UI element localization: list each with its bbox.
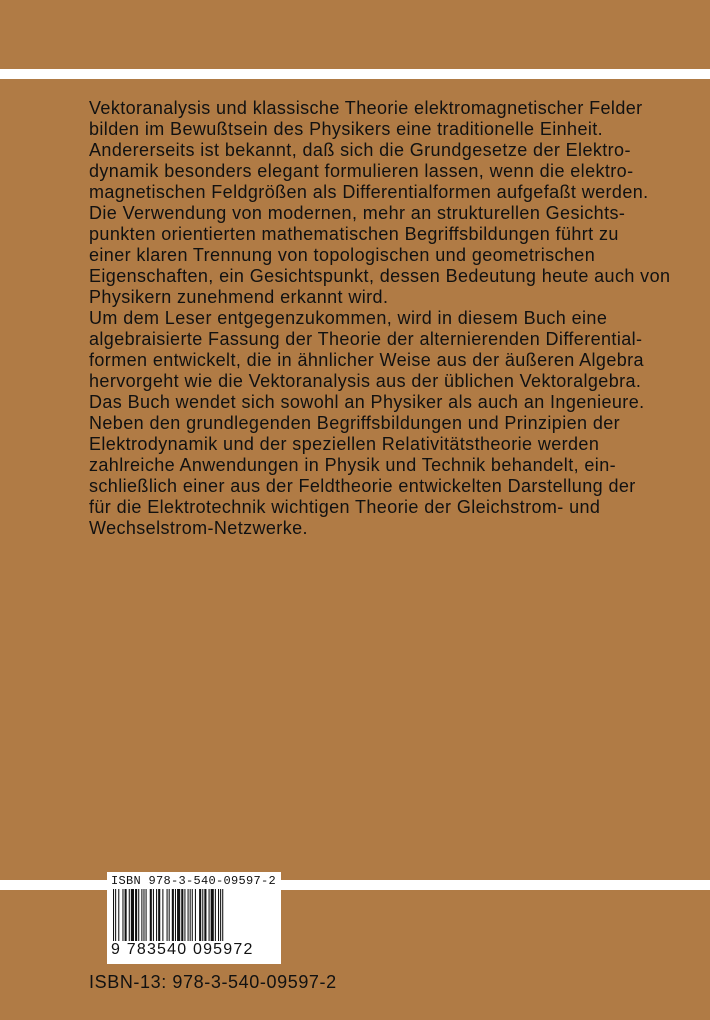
barcode-bar xyxy=(115,889,116,941)
blurb-line: Vektoranalysis und klassische Theorie elektromagnetischer Felder xyxy=(89,98,643,118)
barcode-bar xyxy=(184,889,185,941)
barcode-bar xyxy=(181,889,183,941)
blurb-line: zahlreiche Anwendungen in Physik und Technik behandelt, ein- xyxy=(89,455,617,475)
barcode-bar xyxy=(131,889,134,941)
blurb-line: für die Elektrotechnik wichtigen Theorie der Gleichstrom- und xyxy=(89,497,601,517)
blurb-line: Wechselstrom-Netzwerke. xyxy=(89,518,308,538)
barcode-bar xyxy=(162,889,163,941)
barcode-bar xyxy=(199,889,201,941)
blurb-line: bilden im Bewußtsein des Physikers eine traditionelle Einheit. xyxy=(89,119,604,139)
barcode-bar xyxy=(192,889,193,941)
barcode-bar xyxy=(175,889,176,941)
barcode-bar xyxy=(195,889,196,941)
back-cover-blurb xyxy=(89,98,671,539)
barcode-bar xyxy=(211,889,214,941)
barcode-bar xyxy=(220,889,221,941)
barcode-bar xyxy=(167,889,168,941)
isbn-13: ISBN-13: 978-3-540-09597-2 xyxy=(89,972,337,992)
blurb-line: Neben den grundlegenden Begriffsbildungen und Prinzipien der xyxy=(89,413,621,433)
barcode-bar xyxy=(202,889,203,941)
blurb-line: algebraisierte Fassung der Theorie der alternierenden Differential- xyxy=(89,329,643,349)
barcode-bar xyxy=(122,889,123,941)
blurb-line: Das Buch wendet sich sowohl an Physiker als auch an Ingenieure. xyxy=(89,392,645,412)
blurb-line: Elektrodynamik und der speziellen Relativitätstheorie werden xyxy=(89,434,600,454)
blurb-line: punkten orientierten mathematischen Begriffsbildungen führt zu xyxy=(89,224,619,244)
blurb-line: schließlich einer aus der Feldtheorie entwickelten Darstellung der xyxy=(89,476,636,496)
barcode-bar xyxy=(143,889,144,941)
barcode-bar xyxy=(177,889,180,941)
barcode-bar xyxy=(222,889,223,941)
barcode-bar xyxy=(113,889,114,941)
barcode-bar xyxy=(209,889,210,941)
blurb-line: einer klaren Trennung von topologischen und geometrischen xyxy=(89,245,596,265)
barcode-bar xyxy=(153,889,154,941)
barcode-ean-digits: 9 783540 095972 xyxy=(111,941,254,958)
barcode-bar xyxy=(150,889,152,941)
barcode-bar xyxy=(141,889,142,941)
barcode xyxy=(107,872,281,964)
barcode-bar xyxy=(146,889,147,941)
blurb-line: Eigenschaften, ein Gesichtspunkt, dessen Bedeutung heute auch von xyxy=(89,266,671,286)
blurb-line: Andererseits ist bekannt, daß sich die Grundgesetze der Elektro- xyxy=(89,140,631,160)
barcode-isbn-label: ISBN 978-3-540-09597-2 xyxy=(111,874,277,888)
barcode-bar xyxy=(135,889,137,941)
blurb-line: hervorgeht wie die Vektoranalysis aus der üblichen Vektoralgebra. xyxy=(89,371,642,391)
barcode-bar xyxy=(204,889,206,941)
barcode-bar xyxy=(125,889,127,941)
barcode-bar xyxy=(218,889,219,941)
blurb-line: dynamik besonders elegant formulieren lassen, wenn die elektro- xyxy=(89,161,634,181)
blurb-line: formen entwickelt, die in ähnlicher Weise aus der äußeren Algebra xyxy=(89,350,644,370)
blurb-line: Physikern zunehmend erkannt wird. xyxy=(89,287,389,307)
barcode-bar xyxy=(156,889,157,941)
barcode-bar xyxy=(172,889,174,941)
barcode-bar xyxy=(129,889,130,941)
barcode-bars xyxy=(111,889,277,941)
barcode-bar xyxy=(188,889,189,941)
top-divider xyxy=(0,69,710,79)
blurb-line: Um dem Leser entgegenzukommen, wird in diesem Buch eine xyxy=(89,308,608,328)
blurb-line: magnetischen Feldgrößen als Differentialformen aufgefaßt werden. xyxy=(89,182,649,202)
barcode-bar xyxy=(138,889,139,941)
barcode-bar xyxy=(118,889,119,941)
barcode-bar xyxy=(190,889,191,941)
blurb-line: Die Verwendung von modernen, mehr an strukturellen Gesichts- xyxy=(89,203,626,223)
barcode-bar xyxy=(215,889,216,941)
barcode-bar xyxy=(169,889,170,941)
barcode-bar xyxy=(158,889,160,941)
